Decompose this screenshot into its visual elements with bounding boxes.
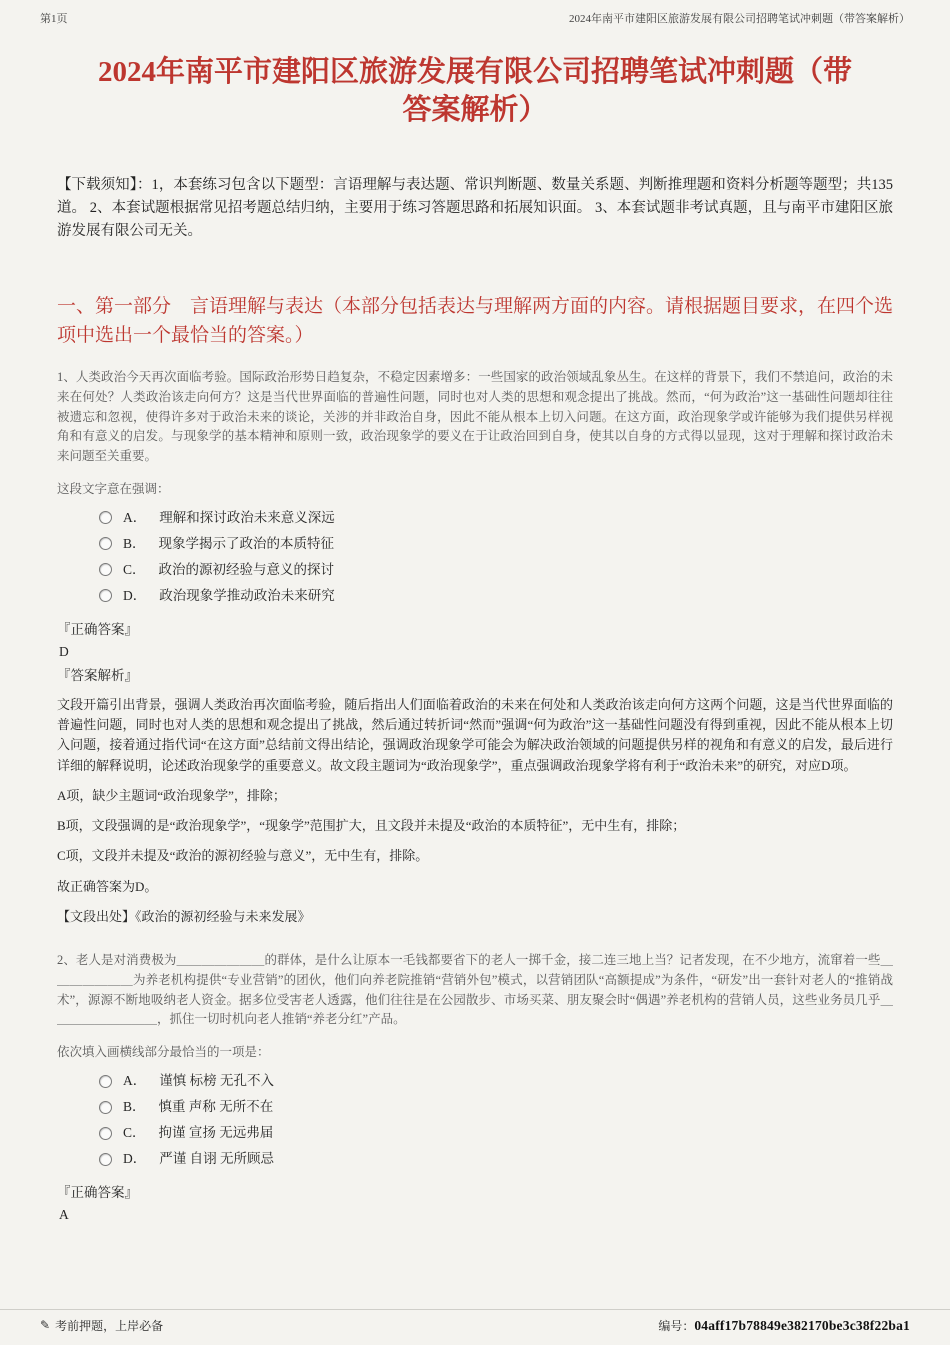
analysis-paragraph: B项，文段强调的是“政治现象学”，“现象学”范围扩大，且文段并未提及“政治的本质特征”，无中生有，排除； <box>57 818 686 834</box>
option-text: 现象学揭示了政治的本质特征 <box>158 535 335 551</box>
option-row-a <box>57 505 893 531</box>
answer-analysis-label: 『答案解析』 <box>57 667 138 683</box>
analysis-paragraph: 文段开篇引出背景，强调人类政治再次面临考验，随后指出人们面临着政治的未来在何处和人类政治该走向何方这两个问题，这是当代世界面临的普遍性问题，同时也对人类的思想和观念提出了挑战，然后通过转折词“然而”强调“何为政治”这一基础性问题没有得到重视，因此不能从根本上切入问题，接着通过指代词“在这方面”总结前文得出结论，强调政治现象学可能会为解决政治领域的问题提供另样的视角和有意义的启发，最后进行详细的解释说明，论述政治现象学的重要意义。故文段主题词为“政治现象学”，重点强调政治现象学将有利于“政治未来”的研究，对应D项。 <box>57 696 893 773</box>
option-letter: C． <box>123 1125 146 1141</box>
question-stem: 2、老人是对消费极为＿＿＿＿＿＿＿的群体，是什么让原本一毛钱都要省下的老人一掷千金，接二连三地上当？记者发现，在不少地方，流窜着一些＿＿＿＿＿＿＿为养老机构提供“专业营销”的团伙，他们向养老院推销“营销外包”模式，以营销团队“高额提成”为条件，“研发”出一套针对老人的“推销战术”，源源不断地吸纳老人资金。据多位受害老人透露，他们往往是在公园散步、市场买菜、朋友聚会时“偶遇”养老机构的营销人员，这些业务员几乎＿＿＿＿＿＿＿＿＿，抓住一切时机向老人推销“养老分红”产品。 <box>57 953 893 1027</box>
correct-answer-value: A <box>59 1207 69 1223</box>
option-text: 理解和探讨政治未来意义深远 <box>159 509 335 525</box>
option-row-d <box>57 1146 893 1172</box>
analysis-paragraph: 故正确答案为D。 <box>57 878 158 894</box>
option-row-a <box>57 1068 893 1094</box>
radio-button-icon[interactable] <box>99 1075 112 1088</box>
header-page-number: 第1页 <box>40 13 68 25</box>
option-letter: D． <box>123 1151 147 1167</box>
options-group <box>57 505 893 609</box>
option-text: 拘谨 宣扬 无远弗届 <box>158 1125 274 1141</box>
document-content <box>0 27 950 1224</box>
question-prompt: 这段文字意在强调： <box>57 481 170 496</box>
source-note: 【文段出处】《政治的源初经验与未来发展》 <box>57 908 311 924</box>
option-letter: A． <box>123 1073 147 1089</box>
number-value: 04aff17b78849e382170be3c38f22ba1 <box>694 1318 910 1333</box>
option-row-b <box>57 531 893 557</box>
option-text: 政治的源初经验与意义的探讨 <box>158 561 335 577</box>
analysis-paragraph: C项，文段并未提及“政治的源初经验与意义”，无中生有，排除。 <box>57 848 429 864</box>
option-text: 政治现象学推动政治未来研究 <box>159 587 335 603</box>
section-heading: 一、第一部分 言语理解与表达（本部分包括表达与理解两方面的内容。请根据题目要求，在四个选项中选出一个最恰当的答案。） <box>57 296 894 346</box>
radio-button-icon[interactable] <box>99 1127 112 1140</box>
option-letter: B． <box>123 1099 146 1115</box>
radio-button-icon[interactable] <box>99 589 112 602</box>
question-block-1 <box>57 368 893 927</box>
question-prompt: 依次填入画横线部分最恰当的一项是： <box>57 1045 270 1060</box>
footer-slogan <box>40 1317 163 1334</box>
option-row-d <box>57 583 893 609</box>
option-row-b <box>57 1094 893 1120</box>
option-text: 慎重 声称 无所不在 <box>158 1099 274 1115</box>
option-letter: D． <box>123 587 147 603</box>
page-header <box>0 0 950 27</box>
option-text: 严谨 自诩 无所顾忌 <box>159 1151 274 1167</box>
option-letter: A． <box>123 509 147 525</box>
radio-button-icon[interactable] <box>99 1153 112 1166</box>
radio-button-icon[interactable] <box>99 511 112 524</box>
analysis-paragraph: A项，缺少主题词“政治现象学”，排除； <box>57 787 286 803</box>
page-footer <box>0 1309 950 1345</box>
options-group <box>57 1068 893 1172</box>
footer-document-number <box>658 1317 910 1334</box>
header-doc-title: 2024年南平市建阳区旅游发展有限公司招聘笔试冲刺题（带答案解析） <box>569 13 910 25</box>
correct-answer-value: D <box>59 643 69 659</box>
answer-analysis <box>57 695 893 927</box>
correct-answer-label: 『正确答案』 <box>57 621 138 637</box>
footer-slogan-text: 考前押题，上岸必备 <box>55 1319 164 1333</box>
radio-button-icon[interactable] <box>99 1101 112 1114</box>
option-letter: B． <box>123 535 146 551</box>
option-letter: C． <box>123 561 146 577</box>
option-row-c <box>57 1120 893 1146</box>
question-stem: 1、人类政治今天再次面临考验。国际政治形势日趋复杂，不稳定因素增多：一些国家的政治领域乱象丛生。在这样的背景下，我们不禁追问，政治的未来在何处？人类政治该走向何方？这是当代世界面临的普遍性问题，同时也对人类的思想和观念提出了挑战。然而，“何为政治”这一基础性问题却往往被遗忘和忽视，使得许多对于政治未来的谈论，关涉的并非政治自身，因此不能从根本上切入问题。在这方面，政治现象学或许能够为我们提供另样视角和有意义的启发。与现象学的基本精神和原则一致，政治现象学的要义在于让政治回到自身，使其以自身的方式得以显现，这对于理解和探讨政治未来问题至关重要。 <box>57 370 893 464</box>
download-notice: 【下载须知】：1，本套练习包含以下题型：言语理解与表达题、常识判断题、数量关系题、判断推理题和资料分析题等题型；共135道。 2、本套试题根据常见招考题总结归纳，主要用于练习答题思路和拓展知识面。 3、本套试题非考试真题，且与南平市建阳区旅游发展有限公司无关。 <box>57 176 893 239</box>
document-title: 2024年南平市建阳区旅游发展有限公司招聘笔试冲刺题（带答案解析） <box>97 56 852 127</box>
option-text: 谨慎 标榜 无孔不入 <box>159 1073 274 1089</box>
radio-button-icon[interactable] <box>99 563 112 576</box>
pen-icon: ✎ <box>40 1318 51 1332</box>
number-label: 编号： <box>658 1319 695 1333</box>
radio-button-icon[interactable] <box>99 537 112 550</box>
correct-answer-label: 『正确答案』 <box>57 1185 138 1201</box>
option-row-c <box>57 557 893 583</box>
question-block-2 <box>57 951 893 1224</box>
